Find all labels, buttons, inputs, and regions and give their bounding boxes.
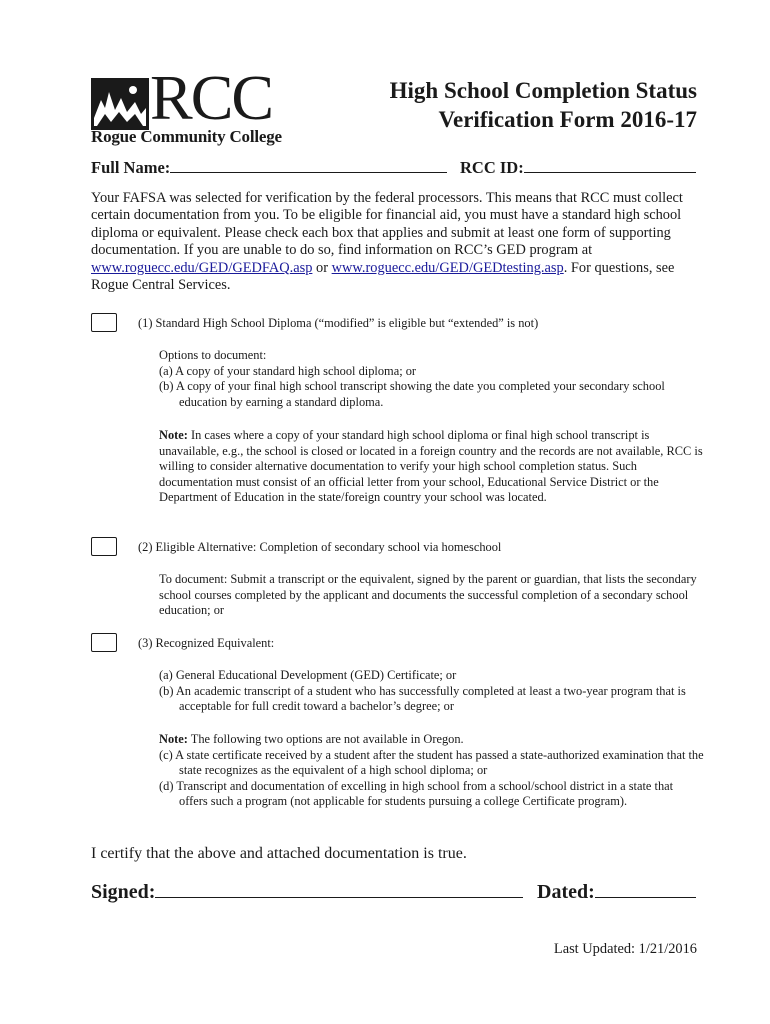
option3-item-d: (d) Transcript and documentation of excelling in high school from a school/school district in a state that offers such a program (not applicable for students pursuing a college Certificate program). — [159, 778, 674, 809]
signature-field[interactable] — [155, 879, 523, 898]
option1-item-b: (b) A copy of your final high school transcript showing the date you completed your secondary school education by earning a standard diploma. — [159, 379, 665, 409]
rcc-id-label: RCC ID: — [460, 158, 524, 177]
option3-title: (3) Recognized Equivalent: — [138, 636, 275, 650]
dated-label: Dated: — [537, 881, 595, 903]
intro-paragraph — [91, 190, 701, 294]
certify-statement: I certify that the above and attached documentation is true. — [91, 845, 467, 862]
option3-note-text: The following two options are not available in Oregon. — [187, 732, 464, 746]
option3-note-line — [159, 732, 704, 748]
option3-item-b: (b) An academic transcript of a student who has successfully completed at least a two-year program that is acceptable for full credit toward a bachelor’s degree; or — [159, 683, 686, 714]
option2-title: (2) Eligible Alternative: Completion of secondary school via homeschool — [138, 540, 502, 554]
last-updated: Last Updated: 1/21/2016 — [553, 941, 697, 957]
option2-text: To document: Submit a transcript or the equivalent, signed by the parent or guardian, that lists the secondary school courses completed by the applicant and documents the successful completion of a secondary school education; or — [159, 572, 697, 618]
form-title-line2: Verification Form 2016-17 — [438, 107, 697, 132]
full-name-row — [91, 157, 447, 178]
option3-item-c: (c) A state certificate received by a student after the student has passed a state-authorized examination that the state recognizes as the equivalent of a high school diploma; or — [159, 747, 704, 778]
option1-note-text: In cases where a copy of your standard high school diploma or final high school transcript is unavailable, e.g., the school is closed or located in a foreign country and the records are not available, RCC is willing to consider alternative documentation to verify your high school completion status. Such documentation must consist of an official letter from your school, Educational Service District or the Department of Education in the state/foreign country your school was located. — [159, 428, 703, 505]
logo-letters: RCC — [150, 62, 273, 133]
option1-note — [159, 428, 704, 506]
form-title-line1: High School Completion Status — [389, 78, 697, 103]
option1-checkbox[interactable] — [91, 313, 117, 332]
option2-checkbox[interactable] — [91, 537, 117, 556]
rcc-logo-mark — [91, 78, 149, 130]
option1-title: (1) Standard High School Diploma (“modified” is eligible but “extended” is not) — [138, 316, 539, 330]
option3-item-a: (a) General Educational Development (GED) Certificate; or — [159, 668, 457, 682]
ged-faq-link[interactable]: www.roguecc.edu/GED/GEDFAQ.asp — [91, 259, 313, 276]
date-field[interactable] — [595, 879, 696, 898]
intro-tail: . For questions, see Rogue Central Services. — [91, 259, 675, 294]
college-name: Rogue Community College — [91, 127, 282, 146]
option1-options-heading: Options to document: — [159, 348, 267, 362]
full-name-field[interactable] — [170, 157, 447, 173]
full-name-label: Full Name: — [91, 158, 171, 177]
dated-row — [537, 879, 696, 904]
option1-note-label: Note: — [159, 428, 188, 442]
intro-text: Your FAFSA was selected for verification by the federal processors. This means that RCC must collect certain documentation from you. To be eligible for financial aid, you must have a standard high school diploma or equivalent. Please check each box that applies and submit at least one form of supporting documentation. If you are unable to do so, find information on RCC’s GED program at — [91, 190, 683, 259]
ged-testing-link[interactable]: www.roguecc.edu/GED/GEDtesting.asp — [331, 259, 564, 276]
option3-items — [159, 668, 704, 715]
option3-checkbox[interactable] — [91, 633, 117, 652]
signed-label: Signed: — [91, 881, 156, 903]
intro-or: or — [316, 259, 329, 276]
rcc-id-field[interactable] — [524, 157, 696, 173]
rcc-id-row — [460, 157, 696, 178]
signed-row — [91, 879, 523, 904]
option3-note-label: Note: — [159, 732, 188, 746]
option1-item-a: (a) A copy of your standard high school diploma; or — [159, 363, 417, 378]
option3-note — [159, 732, 704, 810]
option1-documents — [159, 348, 704, 410]
